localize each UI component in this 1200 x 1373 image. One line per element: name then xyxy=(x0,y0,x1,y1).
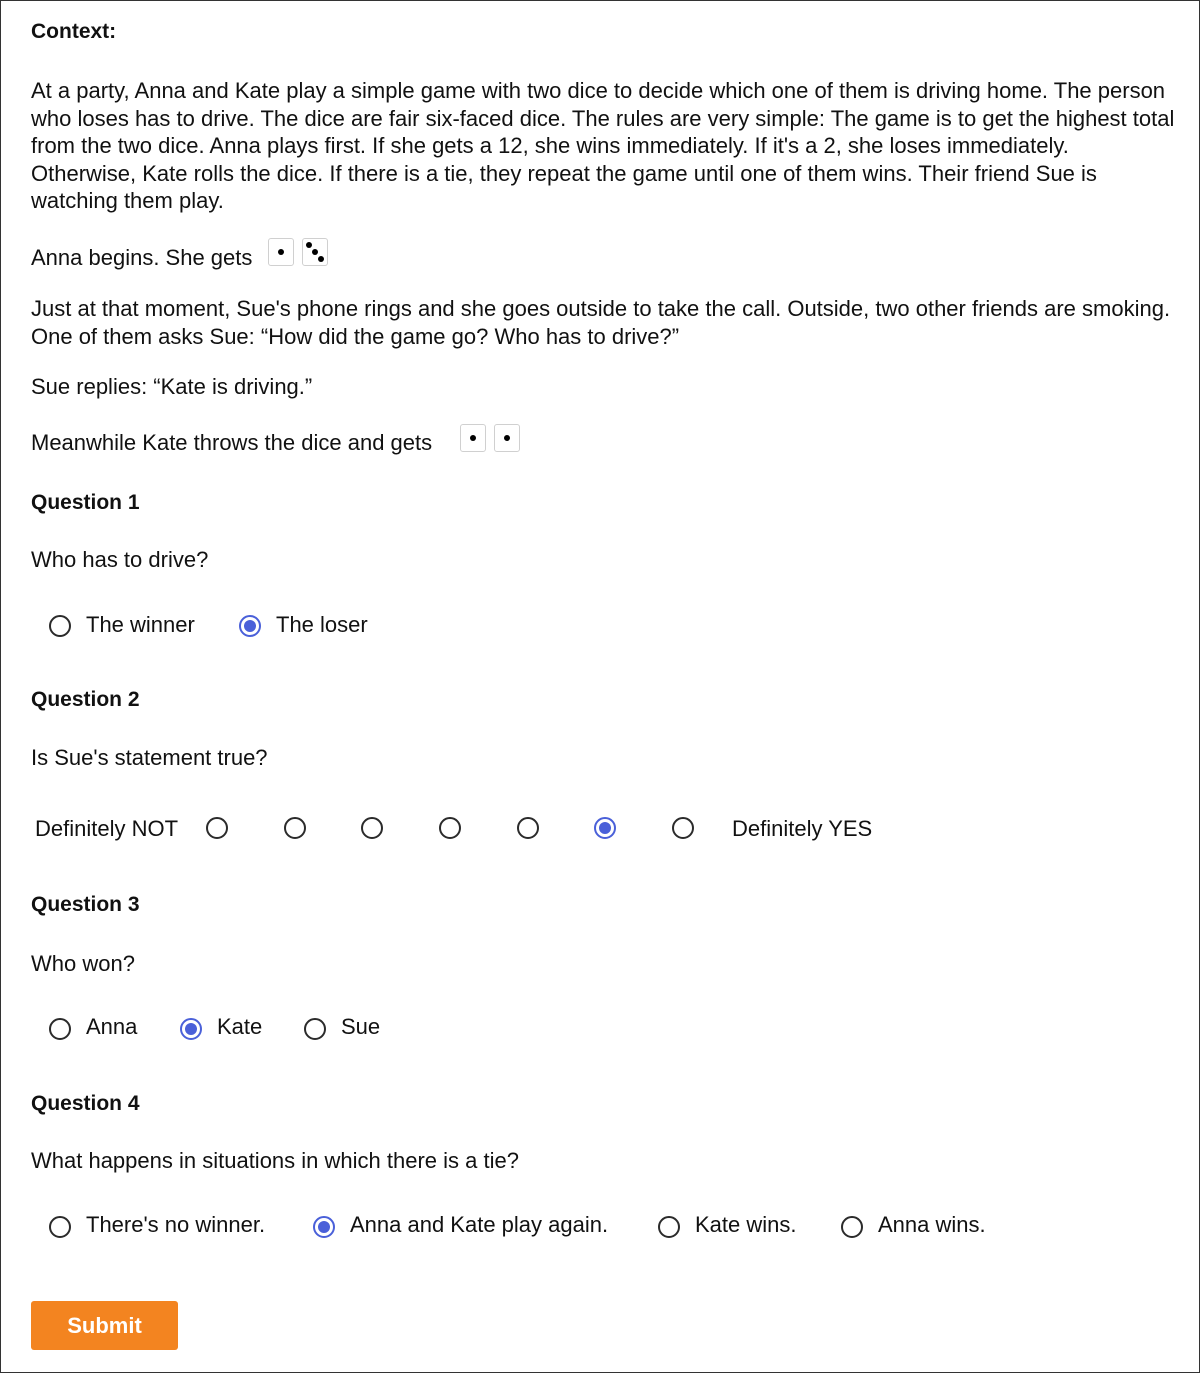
q1-label-winner[interactable]: The winner xyxy=(86,612,195,637)
die-pip xyxy=(318,256,324,262)
q2-scale-radio-4[interactable] xyxy=(439,817,461,839)
phone-paragraph: Just at that moment, Sue's phone rings and she goes outside to take the call. Outside, two other friends are smoking. One of them asks Sue: “How did the game go? Who has to drive?” xyxy=(31,296,1171,349)
q2-scale-radio-1[interactable] xyxy=(206,817,228,839)
die-pip xyxy=(504,435,510,441)
scale-right-label: Definitely YES xyxy=(732,816,873,841)
kate-throws-text: Meanwhile Kate throws the dice and gets xyxy=(31,430,433,455)
q4-label-play-again[interactable]: Anna and Kate play again. xyxy=(350,1212,609,1237)
q1-radio-loser[interactable] xyxy=(239,615,261,637)
question-3-prompt: Who won? xyxy=(31,951,135,976)
q2-scale-radio-5[interactable] xyxy=(517,817,539,839)
die-pip xyxy=(278,249,284,255)
question-4-prompt: What happens in situations in which there is a tie? xyxy=(31,1148,519,1173)
q4-radio-no-winner[interactable] xyxy=(49,1216,71,1238)
scale-left-label: Definitely NOT xyxy=(35,816,179,841)
die-pip xyxy=(306,242,312,248)
q4-label-kate-wins[interactable]: Kate wins. xyxy=(695,1212,797,1237)
kate-die-1 xyxy=(460,424,486,452)
kate-die-2 xyxy=(494,424,520,452)
submit-button[interactable]: Submit xyxy=(31,1301,178,1350)
q4-label-no-winner[interactable]: There's no winner. xyxy=(86,1212,266,1237)
q2-scale-radio-7[interactable] xyxy=(672,817,694,839)
question-1-heading: Question 1 xyxy=(31,491,140,514)
q3-label-sue[interactable]: Sue xyxy=(341,1014,381,1039)
q2-scale-radio-2[interactable] xyxy=(284,817,306,839)
anna-die-1 xyxy=(268,238,294,266)
die-pip xyxy=(312,249,318,255)
question-3-heading: Question 3 xyxy=(31,893,140,916)
q1-label-loser[interactable]: The loser xyxy=(276,612,368,637)
sue-replies-text: Sue replies: “Kate is driving.” xyxy=(31,374,313,399)
q1-radio-winner[interactable] xyxy=(49,615,71,637)
q4-label-anna-wins[interactable]: Anna wins. xyxy=(878,1212,986,1237)
q4-radio-play-again[interactable] xyxy=(313,1216,335,1238)
question-2-heading: Question 2 xyxy=(31,688,140,711)
question-4-heading: Question 4 xyxy=(31,1092,140,1115)
context-paragraph: At a party, Anna and Kate play a simple game with two dice to decide which one of them is driving home. The person who loses has to drive. The dice are fair six-faced dice. The rules are very simple: The game is to get the highest total from the two dice. Anna plays first. If she gets a 12, she wins immediately. If it's a 2, she loses immediately. Otherwise, Kate rolls the dice. If there is a tie, they repeat the game until one of them wins. Their friend Sue is watching them play. xyxy=(31,78,1175,213)
q3-radio-anna[interactable] xyxy=(49,1018,71,1040)
die-pip xyxy=(470,435,476,441)
q2-scale-radio-6[interactable] xyxy=(594,817,616,839)
question-2-prompt: Is Sue's statement true? xyxy=(31,745,268,770)
anna-begins-text: Anna begins. She gets xyxy=(31,245,253,270)
q3-radio-sue[interactable] xyxy=(304,1018,326,1040)
q3-label-anna[interactable]: Anna xyxy=(86,1014,138,1039)
question-1-prompt: Who has to drive? xyxy=(31,547,209,572)
q4-radio-kate-wins[interactable] xyxy=(658,1216,680,1238)
q4-radio-anna-wins[interactable] xyxy=(841,1216,863,1238)
anna-die-2 xyxy=(302,238,328,266)
q3-label-kate[interactable]: Kate xyxy=(217,1014,263,1039)
q2-scale-radio-3[interactable] xyxy=(361,817,383,839)
q3-radio-kate[interactable] xyxy=(180,1018,202,1040)
context-heading: Context: xyxy=(31,20,117,43)
